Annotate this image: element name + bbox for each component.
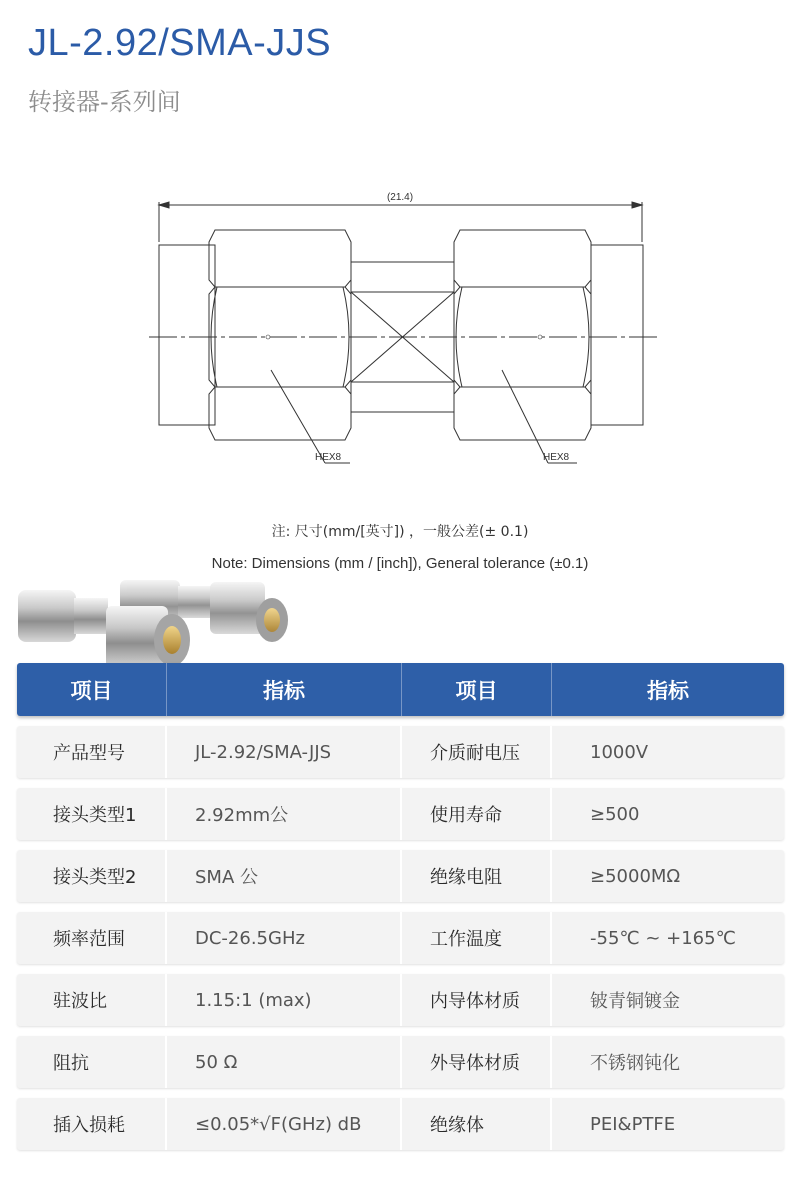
row-value: ≤0.05*√F(GHz) dB: [167, 1098, 402, 1150]
header-spec-2: 指标: [647, 678, 689, 703]
row-value: 铍青铜镀金: [590, 991, 680, 1012]
row-label: 绝缘电阻: [402, 850, 552, 902]
header-spec-1: 指标: [167, 663, 402, 716]
hex-label-left: HEX8: [315, 452, 342, 463]
header-item-1: 项目: [17, 663, 167, 716]
table-row: [17, 1036, 784, 1088]
row-label: 插入损耗: [17, 1098, 167, 1150]
row-value: 50 Ω: [167, 1036, 402, 1088]
row-label: 接头类型2: [17, 850, 167, 902]
row-label: 阻抗: [17, 1036, 167, 1088]
row-label: 频率范围: [17, 912, 167, 964]
product-photo: [10, 568, 310, 678]
row-label: 产品型号: [17, 726, 167, 778]
arrow-right-icon: [632, 202, 642, 208]
table-row: [17, 1098, 784, 1150]
row-value: 2.92mm公: [167, 788, 402, 840]
note-en: Note: Dimensions (mm / [inch]), General tolerance (±0.1): [211, 555, 589, 572]
row-value: JL-2.92/SMA-JJS: [167, 726, 402, 778]
hex-label-right: HEX8: [543, 452, 570, 463]
dimension-drawing: [145, 180, 665, 480]
row-value: ≥500: [590, 803, 640, 825]
page-subtitle: 转接器-系列间: [28, 88, 181, 116]
row-value: 不锈钢钝化: [590, 1053, 680, 1074]
table-row: [17, 974, 784, 1026]
note-cn: 注: 尺寸(mm/[英寸]) ，一般公差(± 0.1): [271, 524, 529, 540]
row-label: 内导体材质: [402, 974, 552, 1026]
row-value: ≥5000MΩ: [590, 865, 681, 887]
table-row: [17, 912, 784, 964]
left-coupling-nut: [159, 245, 215, 425]
row-label: 工作温度: [402, 912, 552, 964]
row-label: 驻波比: [17, 974, 167, 1026]
row-label: 外导体材质: [402, 1036, 552, 1088]
table-row: [17, 788, 784, 840]
row-label: 接头类型1: [17, 788, 167, 840]
arrow-left-icon: [159, 202, 169, 208]
left-hex-body: [209, 230, 351, 440]
right-hex-body: [454, 230, 591, 440]
overall-length-label: (21.4): [386, 192, 414, 203]
row-label: 使用寿命: [402, 788, 552, 840]
row-value: 1.15:1 (max): [167, 974, 402, 1026]
table-row: [17, 726, 784, 778]
row-value: SMA 公: [167, 850, 402, 902]
row-label: 介质耐电压: [402, 726, 552, 778]
right-coupling-nut: [591, 245, 643, 425]
row-value: PEI&PTFE: [590, 1113, 676, 1135]
row-value: 1000V: [590, 741, 649, 763]
table-row: [17, 850, 784, 902]
header-item-2: 项目: [402, 663, 552, 716]
row-value: DC-26.5GHz: [167, 912, 402, 964]
row-label: 绝缘体: [402, 1098, 552, 1150]
page-title: JL-2.92/SMA-JJS: [28, 22, 332, 64]
spec-table: [17, 663, 784, 1150]
row-value: -55℃ ~ +165℃: [590, 927, 736, 949]
table-header: [17, 663, 784, 716]
